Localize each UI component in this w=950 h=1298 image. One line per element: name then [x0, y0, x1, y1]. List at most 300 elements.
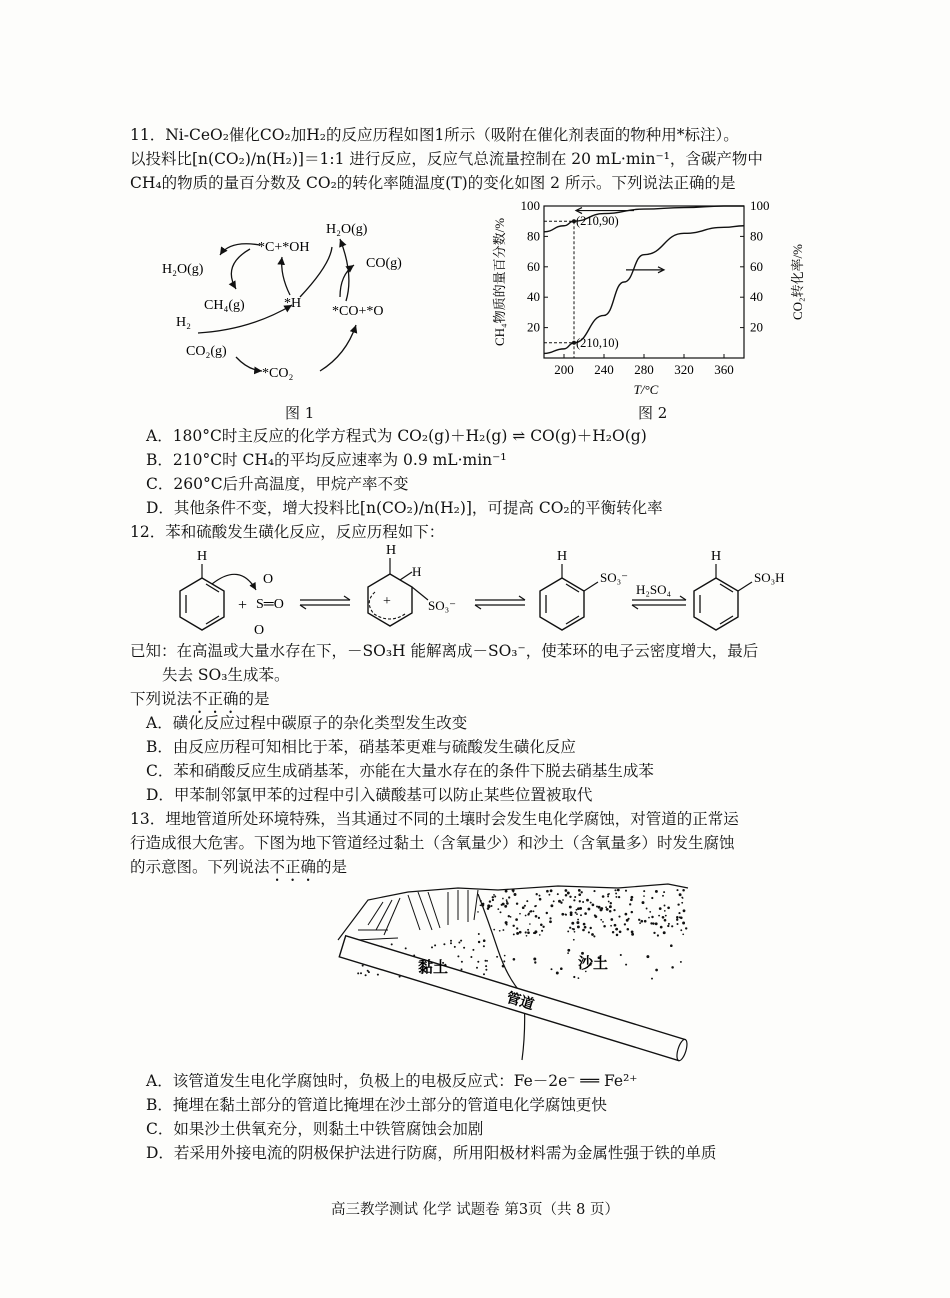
clay-dot — [485, 960, 487, 962]
sand-dot — [510, 916, 512, 918]
x-tick-label: 200 — [554, 362, 574, 377]
h-atom-3: H — [557, 549, 568, 564]
sand-dot — [685, 927, 687, 929]
sand-dot — [582, 901, 584, 903]
clay-dot — [476, 967, 478, 969]
q12-known-1: 已知：在高温或大量水存在下，－SO₃H 能解离成－SO₃⁻，使苯环的电子云密度增大，最后 — [130, 642, 759, 660]
label-co2-g: CO₂(g) — [186, 344, 227, 359]
y-tick-label-right: 40 — [750, 289, 763, 305]
clay-dot — [483, 973, 485, 975]
sand-dot — [682, 897, 684, 899]
sand-dot — [536, 893, 538, 895]
sand-dot — [508, 915, 510, 917]
sand-dot — [549, 920, 552, 923]
sand-dot — [606, 908, 609, 911]
q12-ask: 下列说法不正确的是 — [130, 690, 270, 708]
sand-dot — [542, 926, 544, 928]
clay-dot — [460, 940, 462, 942]
sand-dot — [610, 918, 613, 921]
y-axis-label-left: CH₄物质的量百分数/% — [492, 217, 507, 347]
sand-dot — [533, 910, 535, 912]
sand-dot — [642, 901, 645, 904]
clay-dot — [362, 965, 364, 967]
sand-dot — [478, 941, 480, 943]
sand-dot — [494, 895, 496, 897]
sand-dot — [558, 900, 561, 903]
sand-dot — [610, 925, 612, 927]
sand-dot — [573, 899, 575, 901]
sand-dot — [614, 924, 617, 927]
sand-dot — [598, 906, 601, 909]
clay-dot — [461, 961, 463, 963]
sand-dot — [583, 923, 586, 926]
sand-dot — [540, 924, 543, 927]
clay-dot — [472, 949, 474, 951]
h-atom-sigma-ring: H — [412, 564, 422, 579]
sand-dot — [493, 894, 495, 896]
sand-dot — [615, 892, 617, 894]
figure-1-caption: 图 1 — [285, 404, 315, 422]
sand-dot — [492, 896, 494, 898]
sand-dot — [625, 890, 627, 892]
q12-option-b[interactable]: B．由反应历程可知相比于苯，硝基苯更难与硫酸发生磺化反应 — [146, 738, 576, 756]
sand-dot — [534, 932, 536, 934]
sand-dot — [682, 889, 685, 892]
sand-dot — [553, 900, 555, 902]
sand-dot — [627, 928, 630, 931]
sand-dot — [679, 893, 682, 896]
sand-dot — [515, 918, 518, 921]
sand-dot — [487, 904, 490, 907]
q11-option-a[interactable]: A．180°C时主反应的化学方程式为 CO₂(g)＋H₂(g) ⇌ CO(g)＋H₂O(g) — [146, 427, 647, 445]
sand-dot — [565, 914, 567, 916]
sand-dot — [588, 931, 590, 933]
q12-known-2: 失去 SO₃生成苯。 — [162, 666, 290, 684]
sand-dot — [576, 921, 579, 924]
clay-dot — [461, 968, 463, 970]
clay-dot — [458, 942, 460, 944]
sand-dot — [671, 966, 674, 969]
y-tick-label-left: 80 — [527, 228, 540, 244]
sand-dot — [667, 906, 670, 909]
sand-dot — [646, 908, 648, 910]
x-tick-label: 360 — [714, 362, 734, 377]
sulfonation-scheme — [150, 540, 830, 640]
sand-dot — [668, 923, 670, 925]
label-h2: H₂ — [176, 315, 191, 330]
sand-dot — [603, 925, 606, 928]
sand-dot — [667, 925, 669, 927]
sand-dot — [567, 952, 569, 954]
clay-dot — [477, 961, 479, 963]
sand-dot — [560, 967, 563, 970]
sand-dot — [591, 933, 594, 936]
clay-dot — [365, 974, 367, 976]
sand-dot — [609, 910, 612, 913]
sand-dot — [680, 917, 683, 920]
o-atom-top: O — [263, 572, 274, 587]
sand-dot — [586, 899, 589, 902]
y-tick-label-right: 80 — [750, 228, 763, 244]
sand-dot — [616, 934, 619, 937]
sand-dot — [502, 898, 504, 900]
sand-dot — [600, 919, 602, 921]
sand-dot — [524, 905, 526, 907]
sand-dot — [643, 895, 645, 897]
sand-dot — [593, 935, 595, 937]
sand-dot — [504, 905, 507, 908]
sand-dot — [660, 926, 663, 929]
sand-dot — [578, 889, 581, 892]
sand-dot — [655, 922, 658, 925]
sand-dot — [602, 921, 604, 923]
sand-dot — [527, 913, 529, 915]
y-tick-label-right: 60 — [750, 258, 763, 274]
sand-dot — [658, 915, 660, 917]
q13-option-b[interactable]: B．掩埋在黏土部分的管道比掩埋在沙土部分的管道电化学腐蚀更快 — [146, 1096, 607, 1114]
sand-dot — [525, 931, 527, 933]
sand-dot — [680, 961, 682, 963]
sand-dot — [477, 911, 479, 913]
y-tick-label-left: 100 — [520, 198, 540, 213]
sand-dot — [625, 913, 628, 916]
sand-dot — [612, 931, 614, 933]
clay-label: 黏土 — [418, 960, 449, 976]
q12-stem: 12．苯和硫酸发生磺化反应，反应历程如下： — [130, 523, 445, 541]
sand-dot — [651, 897, 653, 899]
sand-dot — [529, 923, 531, 925]
q13-option-a[interactable]: A．该管道发生电化学腐蚀时，负极上的电极反应式：Fe－2e⁻ ══ Fe²⁺ — [146, 1072, 638, 1090]
sand-dot — [651, 978, 653, 980]
sand-dot — [576, 913, 578, 915]
pipeline-soil-figure — [328, 880, 698, 1065]
sand-dot — [551, 968, 553, 970]
sand-dot — [577, 919, 579, 921]
sand-dot — [584, 912, 587, 915]
label-ch4: CH₄(g) — [204, 298, 245, 313]
sand-dot — [664, 919, 667, 922]
sand-dot — [504, 955, 506, 957]
q11-option-d[interactable]: D．其他条件不变，增大投料比[n(CO₂)/n(H₂)]，可提高 CO₂的平衡转化率 — [146, 499, 663, 517]
clay-dot — [454, 946, 456, 948]
sand-dot — [593, 890, 595, 892]
sand-dot — [567, 949, 570, 952]
sand-dot — [625, 964, 627, 966]
sand-dot — [629, 903, 631, 905]
q11-option-c[interactable]: C．260°C后升高温度，甲烷产率不变 — [146, 475, 409, 493]
reaction-pathway-figure — [150, 205, 440, 390]
sand-dot — [574, 931, 576, 933]
sand-dot — [534, 961, 536, 963]
x-tick-label: 240 — [594, 362, 614, 377]
sand-dot — [573, 939, 575, 941]
figure-2-caption: 图 2 — [638, 404, 668, 422]
sand-dot — [505, 890, 508, 893]
y-axis-label-right: CO₂转化率/% — [790, 243, 805, 321]
sand-dot — [652, 922, 654, 924]
x-axis-label: T/°C — [633, 382, 659, 397]
h-atom-4: H — [711, 549, 722, 564]
y-tick-label-right: 20 — [750, 319, 763, 335]
sand-dot — [579, 900, 581, 902]
sand-dot — [618, 916, 620, 918]
sand-dot — [496, 956, 498, 958]
q12-option-c[interactable]: C．苯和硝酸反应生成硝基苯，亦能在大量水存在的条件下脱去硝基生成苯 — [146, 762, 654, 780]
sand-dot — [502, 929, 504, 931]
sand-dot — [619, 930, 622, 933]
sand-dot — [569, 927, 571, 929]
sand-dot — [575, 912, 577, 914]
sand-dot — [678, 912, 680, 914]
sand-dot — [522, 906, 525, 909]
sand-dot — [677, 903, 679, 905]
sand-dot — [503, 960, 505, 962]
sand-dot — [646, 955, 649, 958]
so3h: SO₃H — [754, 570, 785, 585]
q11-line-2: 以投料比[n(CO₂)/n(H₂)]＝1:1 进行反应，反应气总流量控制在 20 mL·min⁻¹，含碳产物中 — [130, 150, 763, 168]
clay-dot — [457, 955, 459, 957]
sand-dot — [526, 900, 528, 902]
sand-dot — [526, 935, 528, 937]
sand-dot — [489, 900, 491, 902]
sand-dot — [662, 916, 665, 919]
sand-dot — [662, 895, 664, 897]
sand-dot — [508, 896, 510, 898]
sand-dot — [565, 889, 568, 892]
sand-dot — [581, 891, 583, 893]
x-tick-label: 280 — [634, 362, 654, 377]
sand-dot — [664, 910, 666, 912]
sand-dot — [556, 972, 559, 975]
sand-dot — [631, 911, 633, 913]
sand-dot — [602, 895, 605, 898]
sand-dot — [493, 929, 495, 931]
sand-dot — [676, 919, 678, 921]
label-h-star: *H — [284, 296, 302, 311]
sand-dot — [502, 965, 505, 968]
sand-dot — [664, 905, 666, 907]
label-co-g: CO(g) — [366, 256, 402, 271]
q11-line-3: CH₄的物质的量百分数及 CO₂的转化率随温度(T)的变化如图 2 所示。下列说法正确的是 — [130, 174, 736, 192]
clay-dot — [377, 974, 379, 976]
sand-dot — [676, 923, 678, 925]
sand-dot — [500, 911, 502, 913]
sand-dot — [600, 908, 603, 911]
sand-dot — [665, 915, 667, 917]
y-tick-label-right: 100 — [750, 198, 770, 213]
q11-option-b[interactable]: B．210°C时 CH₄的平均反应速率为 0.9 mL·min⁻¹ — [146, 451, 507, 469]
sand-dot — [483, 939, 486, 942]
sand-dot — [514, 893, 517, 896]
sand-dot — [519, 913, 521, 915]
label-h2o-left: H₂O(g) — [162, 262, 204, 277]
q11-line-1: 11．Ni-CeO₂催化CO₂加H₂的反应历程如图1所示（吸附在催化剂表面的物种用*标注）。 — [130, 126, 739, 144]
clay-dot — [367, 970, 369, 972]
clay-dot — [485, 969, 487, 971]
sand-dot — [682, 922, 685, 925]
sand-dot — [481, 904, 483, 906]
sand-dot — [513, 958, 516, 961]
sand-dot — [538, 917, 540, 919]
sand-dot — [497, 908, 499, 910]
sand-dot — [663, 931, 666, 934]
sand-dot — [605, 906, 607, 908]
sand-dot — [630, 898, 633, 901]
sand-dot — [653, 932, 655, 934]
sand-dot — [567, 930, 569, 932]
sand-dot — [580, 914, 582, 916]
sand-dot — [617, 889, 619, 891]
sand-dot — [565, 894, 568, 897]
sand-dot — [631, 931, 634, 934]
q13-line-1: 13．埋地管道所处环境特殊，当其通过不同的土壤时会发生电化学腐蚀，对管道的正常运 — [130, 810, 739, 828]
sand-dot — [535, 915, 538, 918]
clay-dot — [391, 943, 393, 945]
sand-dot — [550, 889, 553, 892]
sand-dot — [546, 890, 549, 893]
h-atom-sigma: H — [386, 543, 397, 558]
sand-dot — [570, 913, 573, 916]
temperature-chart — [492, 196, 822, 406]
sand-dot — [631, 896, 634, 899]
clay-dot — [360, 972, 362, 974]
sand-dot — [548, 894, 550, 896]
sand-dot — [569, 906, 572, 909]
sand-dot — [516, 932, 519, 935]
clay-dot — [485, 965, 487, 967]
sand-dot — [506, 902, 509, 905]
annotation-210-10: (210,10) — [576, 335, 619, 350]
sand-dot — [578, 893, 581, 896]
q13-option-d[interactable]: D．若采用外接电流的阴极保护法进行防腐，所用阳极材料需为金属性强于铁的单质 — [146, 1144, 717, 1162]
sand-dot — [607, 893, 609, 895]
sand-dot — [506, 924, 508, 926]
sand-dot — [655, 969, 658, 972]
sand-dot — [624, 923, 626, 925]
y-tick-label-left: 20 — [527, 319, 540, 335]
sand-dot — [539, 934, 541, 936]
sand-dot — [490, 905, 492, 907]
sand-dot — [587, 908, 590, 911]
sand-dot — [571, 922, 574, 925]
clay-dot — [357, 972, 359, 974]
sand-dot — [512, 889, 515, 892]
sand-dot — [549, 917, 551, 919]
sand-dot — [648, 917, 650, 919]
sand-dot — [610, 902, 612, 904]
sand-dot — [577, 925, 580, 928]
sand-dot — [562, 899, 564, 901]
q12-option-d[interactable]: D．甲苯制邻氯甲苯的过程中引入磺酸基可以防止某些位置被取代 — [146, 786, 593, 804]
sand-dot — [546, 912, 548, 914]
sand-dot — [486, 960, 488, 962]
sand-dot — [613, 909, 615, 911]
sand-dot — [581, 952, 584, 955]
sand-dot — [533, 958, 536, 961]
so3-minus-sigma: SO₃⁻ — [428, 598, 457, 613]
sand-dot — [561, 913, 564, 916]
sand-dot — [506, 899, 508, 901]
sand-dot — [539, 895, 541, 897]
label-h2o-top: H₂O(g) — [326, 222, 368, 237]
page-footer: 高三教学测试 化学 试题卷 第3页（共 8 页） — [331, 1202, 619, 1218]
sand-dot — [502, 903, 505, 906]
sand-dot — [525, 915, 527, 917]
series-line-co2 — [544, 226, 744, 354]
so3-minus: SO₃⁻ — [600, 570, 629, 585]
sand-dot — [615, 896, 617, 898]
sand-dot — [638, 919, 640, 921]
sand-dot — [680, 929, 682, 931]
sand-dot — [584, 926, 587, 929]
clay-dot — [470, 956, 472, 958]
sand-dot — [516, 902, 518, 904]
h2so4-label: H₂SO₄ — [636, 582, 672, 597]
sand-dot — [676, 889, 678, 891]
sand-dot — [579, 907, 582, 910]
label-co-o: *CO+*O — [332, 304, 384, 319]
sand-dot — [534, 905, 536, 907]
clay-dot — [434, 944, 436, 946]
x-tick-label: 320 — [674, 362, 694, 377]
sand-dot — [682, 933, 684, 935]
q13-line-2: 行造成很大危害。下图为地下管道经过黏土（含氧量少）和沙土（含氧量多）时发生腐蚀 — [130, 834, 735, 852]
sand-dot — [670, 944, 673, 947]
sand-dot — [569, 896, 571, 898]
sand-dot — [631, 933, 634, 936]
clay-dot — [431, 946, 433, 948]
sand-dot — [671, 925, 673, 927]
q13-option-c[interactable]: C．如果沙土供氧充分，则黏土中铁管腐蚀会加剧 — [146, 1120, 484, 1138]
clay-dot — [483, 945, 485, 947]
sand-dot — [527, 931, 530, 934]
sand-dot — [589, 927, 591, 929]
sand-dot — [573, 976, 575, 978]
sand-dot — [681, 902, 683, 904]
sand-dot — [561, 901, 563, 903]
sand-dot — [592, 904, 595, 907]
sand-dot — [529, 911, 531, 913]
sand-dot — [659, 907, 662, 910]
clay-dot — [450, 940, 452, 942]
sand-dot — [512, 925, 514, 927]
sand-dot — [578, 977, 580, 979]
sand-dot — [519, 931, 522, 934]
sand-dot — [506, 901, 508, 903]
q12-option-a[interactable]: A．磺化反应过程中碳原子的杂化类型发生改变 — [146, 714, 468, 732]
sand-dot — [582, 929, 585, 932]
sand-dot — [505, 921, 508, 924]
sand-dot — [614, 889, 616, 891]
sand-label: 沙土 — [578, 956, 609, 972]
sand-dot — [576, 909, 578, 911]
sand-dot — [567, 892, 570, 895]
pipe-label: 管道 — [504, 990, 536, 1014]
sand-dot — [644, 920, 647, 923]
label-co2-star: *CO₂ — [262, 366, 294, 381]
sand-dot — [557, 893, 559, 895]
sand-dot — [499, 930, 501, 932]
sand-dot — [608, 901, 610, 903]
sand-dot — [574, 896, 576, 898]
annotation-210-90: (210,90) — [576, 214, 619, 229]
clay-dot — [405, 947, 407, 949]
h-atom: H — [197, 549, 208, 564]
sand-dot — [478, 933, 480, 935]
sand-dot — [640, 920, 643, 923]
s-o-group: S═O — [256, 597, 284, 612]
sand-dot — [541, 930, 543, 932]
